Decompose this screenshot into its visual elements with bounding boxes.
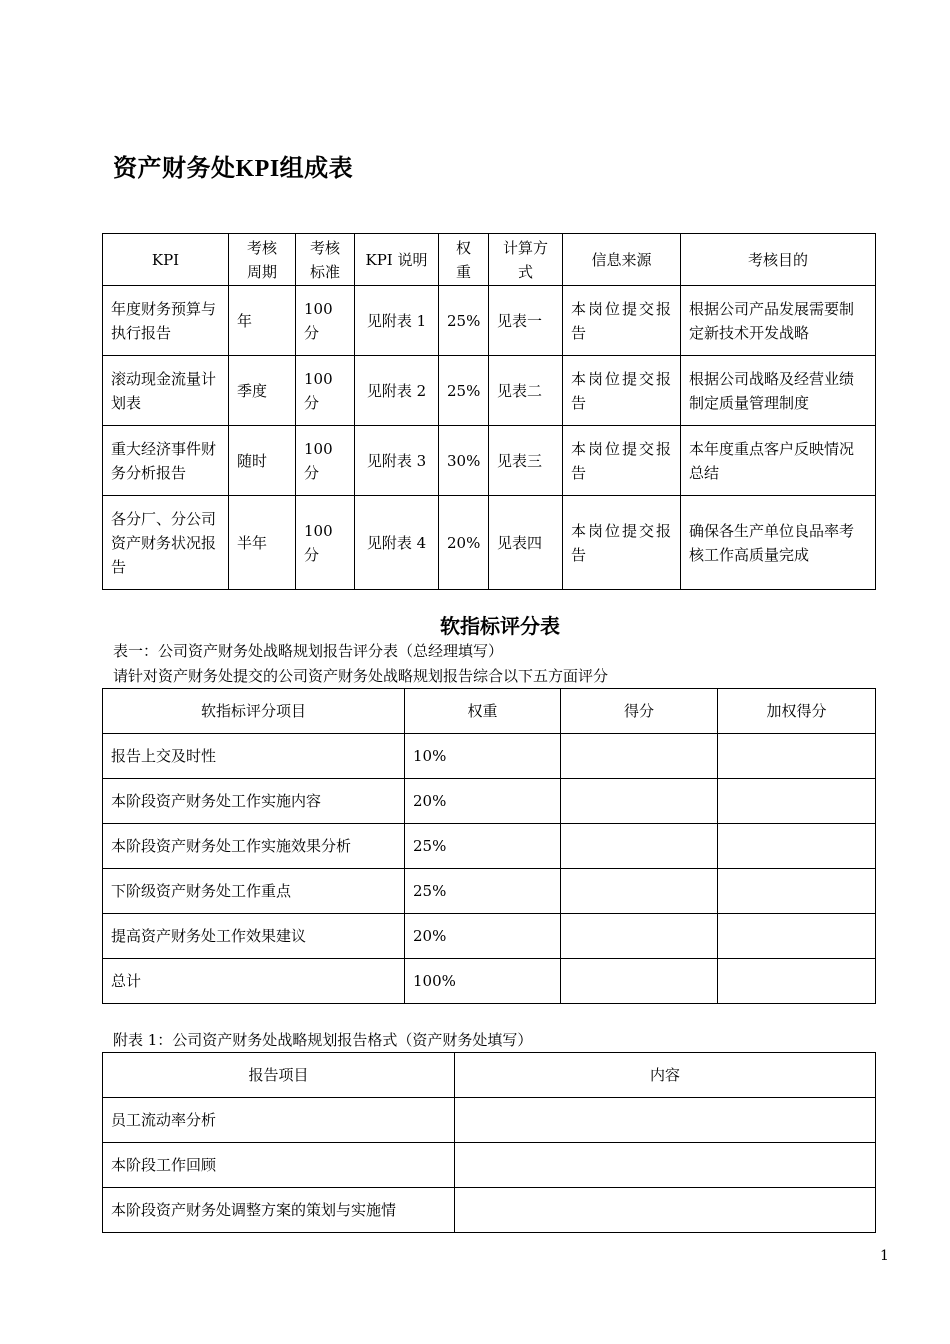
kpi-cell-purpose: 根据公司战略及经营业绩制定质量管理制度 xyxy=(681,356,876,426)
kpi-header-weight: 权 重 xyxy=(439,234,489,286)
kpi-table xyxy=(102,233,876,590)
page-number: 1 xyxy=(880,1248,889,1264)
kpi-cell-period: 半年 xyxy=(229,496,296,590)
soft-cell-weighted[interactable] xyxy=(718,869,876,914)
kpi-cell-weight: 25% xyxy=(439,356,489,426)
kpi-cell-weight: 30% xyxy=(439,426,489,496)
attachment-header-item: 报告项目 xyxy=(103,1053,455,1098)
soft-cell-weighted[interactable] xyxy=(718,734,876,779)
kpi-cell-weight: 20% xyxy=(439,496,489,590)
soft-cell-score[interactable] xyxy=(561,869,718,914)
page-title: 资产财务处KPI组成表 xyxy=(113,154,354,182)
attachment-cell-item: 员工流动率分析 xyxy=(103,1098,455,1143)
soft-cell-item: 总计 xyxy=(103,959,405,1004)
attachment-cell-item: 本阶段工作回顾 xyxy=(103,1143,455,1188)
soft-cell-score[interactable] xyxy=(561,959,718,1004)
kpi-cell-purpose: 确保各生产单位良品率考核工作高质量完成 xyxy=(681,496,876,590)
soft-row xyxy=(103,914,876,959)
kpi-cell-source: 本岗位提交报告 xyxy=(563,496,681,590)
soft-row xyxy=(103,779,876,824)
attachment-cell-item: 本阶段资产财务处调整方案的策划与实施情 xyxy=(103,1188,455,1233)
kpi-row xyxy=(103,426,876,496)
soft-row xyxy=(103,734,876,779)
soft-score-table xyxy=(102,688,876,1004)
kpi-cell-source: 本岗位提交报告 xyxy=(563,426,681,496)
attachment-cell-content[interactable] xyxy=(455,1188,876,1233)
soft-cell-item: 本阶段资产财务处工作实施内容 xyxy=(103,779,405,824)
attachment-header-content: 内容 xyxy=(455,1053,876,1098)
kpi-cell-weight: 25% xyxy=(439,286,489,356)
soft-header-score: 得分 xyxy=(561,689,718,734)
soft-note-2: 请针对资产财务处提交的公司资产财务处战略规划报告综合以下五方面评分 xyxy=(113,667,609,685)
soft-cell-weighted[interactable] xyxy=(718,779,876,824)
kpi-cell-desc: 见附表 2 xyxy=(355,356,439,426)
soft-note-1: 表一：公司资产财务处战略规划报告评分表（总经理填写） xyxy=(113,642,504,660)
kpi-cell-name: 重大经济事件财务分析报告 xyxy=(103,426,229,496)
kpi-cell-desc: 见附表 4 xyxy=(355,496,439,590)
attachment-row xyxy=(103,1188,876,1233)
soft-header-item: 软指标评分项目 xyxy=(103,689,405,734)
kpi-cell-name: 各分厂、分公司资产财务状况报告 xyxy=(103,496,229,590)
attachment-cell-content[interactable] xyxy=(455,1098,876,1143)
soft-cell-weight: 20% xyxy=(405,779,561,824)
soft-cell-weighted[interactable] xyxy=(718,824,876,869)
soft-cell-item: 下阶级资产财务处工作重点 xyxy=(103,869,405,914)
kpi-header-purpose: 考核目的 xyxy=(681,234,876,286)
attachment-note: 附表 1：公司资产财务处战略规划报告格式（资产财务处填写） xyxy=(113,1031,533,1049)
kpi-cell-period: 随时 xyxy=(229,426,296,496)
kpi-header-standard: 考核 标准 xyxy=(296,234,355,286)
kpi-cell-calc: 见表四 xyxy=(489,496,563,590)
soft-cell-weighted[interactable] xyxy=(718,959,876,1004)
kpi-cell-standard: 100分 xyxy=(296,496,355,590)
kpi-row xyxy=(103,496,876,590)
kpi-cell-standard: 100分 xyxy=(296,286,355,356)
kpi-header-source: 信息来源 xyxy=(563,234,681,286)
kpi-cell-standard: 100分 xyxy=(296,356,355,426)
kpi-cell-purpose: 本年度重点客户反映情况总结 xyxy=(681,426,876,496)
soft-cell-item: 提高资产财务处工作效果建议 xyxy=(103,914,405,959)
soft-cell-score[interactable] xyxy=(561,914,718,959)
kpi-cell-source: 本岗位提交报告 xyxy=(563,356,681,426)
kpi-row xyxy=(103,286,876,356)
kpi-cell-desc: 见附表 1 xyxy=(355,286,439,356)
soft-header-weight: 权重 xyxy=(405,689,561,734)
soft-cell-score[interactable] xyxy=(561,779,718,824)
soft-header-weighted: 加权得分 xyxy=(718,689,876,734)
kpi-header-row xyxy=(103,234,876,286)
kpi-header-calc: 计算方 式 xyxy=(489,234,563,286)
attachment-row xyxy=(103,1098,876,1143)
kpi-cell-calc: 见表二 xyxy=(489,356,563,426)
attachment-cell-content[interactable] xyxy=(455,1143,876,1188)
kpi-cell-name: 滚动现金流量计划表 xyxy=(103,356,229,426)
soft-row xyxy=(103,959,876,1004)
attachment-row xyxy=(103,1143,876,1188)
attachment-header-row xyxy=(103,1053,876,1098)
kpi-cell-calc: 见表一 xyxy=(489,286,563,356)
kpi-header-period: 考核 周期 xyxy=(229,234,296,286)
kpi-header-desc: KPI 说明 xyxy=(355,234,439,286)
soft-cell-score[interactable] xyxy=(561,824,718,869)
soft-cell-weight: 25% xyxy=(405,869,561,914)
kpi-row xyxy=(103,356,876,426)
soft-cell-weight: 20% xyxy=(405,914,561,959)
kpi-header-kpi: KPI xyxy=(103,234,229,286)
soft-cell-item: 本阶段资产财务处工作实施效果分析 xyxy=(103,824,405,869)
soft-row xyxy=(103,824,876,869)
soft-cell-weight: 25% xyxy=(405,824,561,869)
soft-section-title: 软指标评分表 xyxy=(440,614,560,638)
kpi-cell-calc: 见表三 xyxy=(489,426,563,496)
soft-cell-item: 报告上交及时性 xyxy=(103,734,405,779)
soft-cell-score[interactable] xyxy=(561,734,718,779)
kpi-cell-standard: 100分 xyxy=(296,426,355,496)
kpi-cell-period: 年 xyxy=(229,286,296,356)
kpi-cell-period: 季度 xyxy=(229,356,296,426)
soft-row xyxy=(103,869,876,914)
soft-cell-weighted[interactable] xyxy=(718,914,876,959)
kpi-cell-name: 年度财务预算与执行报告 xyxy=(103,286,229,356)
kpi-cell-purpose: 根据公司产品发展需要制定新技术开发战略 xyxy=(681,286,876,356)
soft-cell-weight: 100% xyxy=(405,959,561,1004)
soft-header-row xyxy=(103,689,876,734)
attachment-table xyxy=(102,1052,876,1233)
kpi-cell-desc: 见附表 3 xyxy=(355,426,439,496)
soft-cell-weight: 10% xyxy=(405,734,561,779)
kpi-cell-source: 本岗位提交报告 xyxy=(563,286,681,356)
